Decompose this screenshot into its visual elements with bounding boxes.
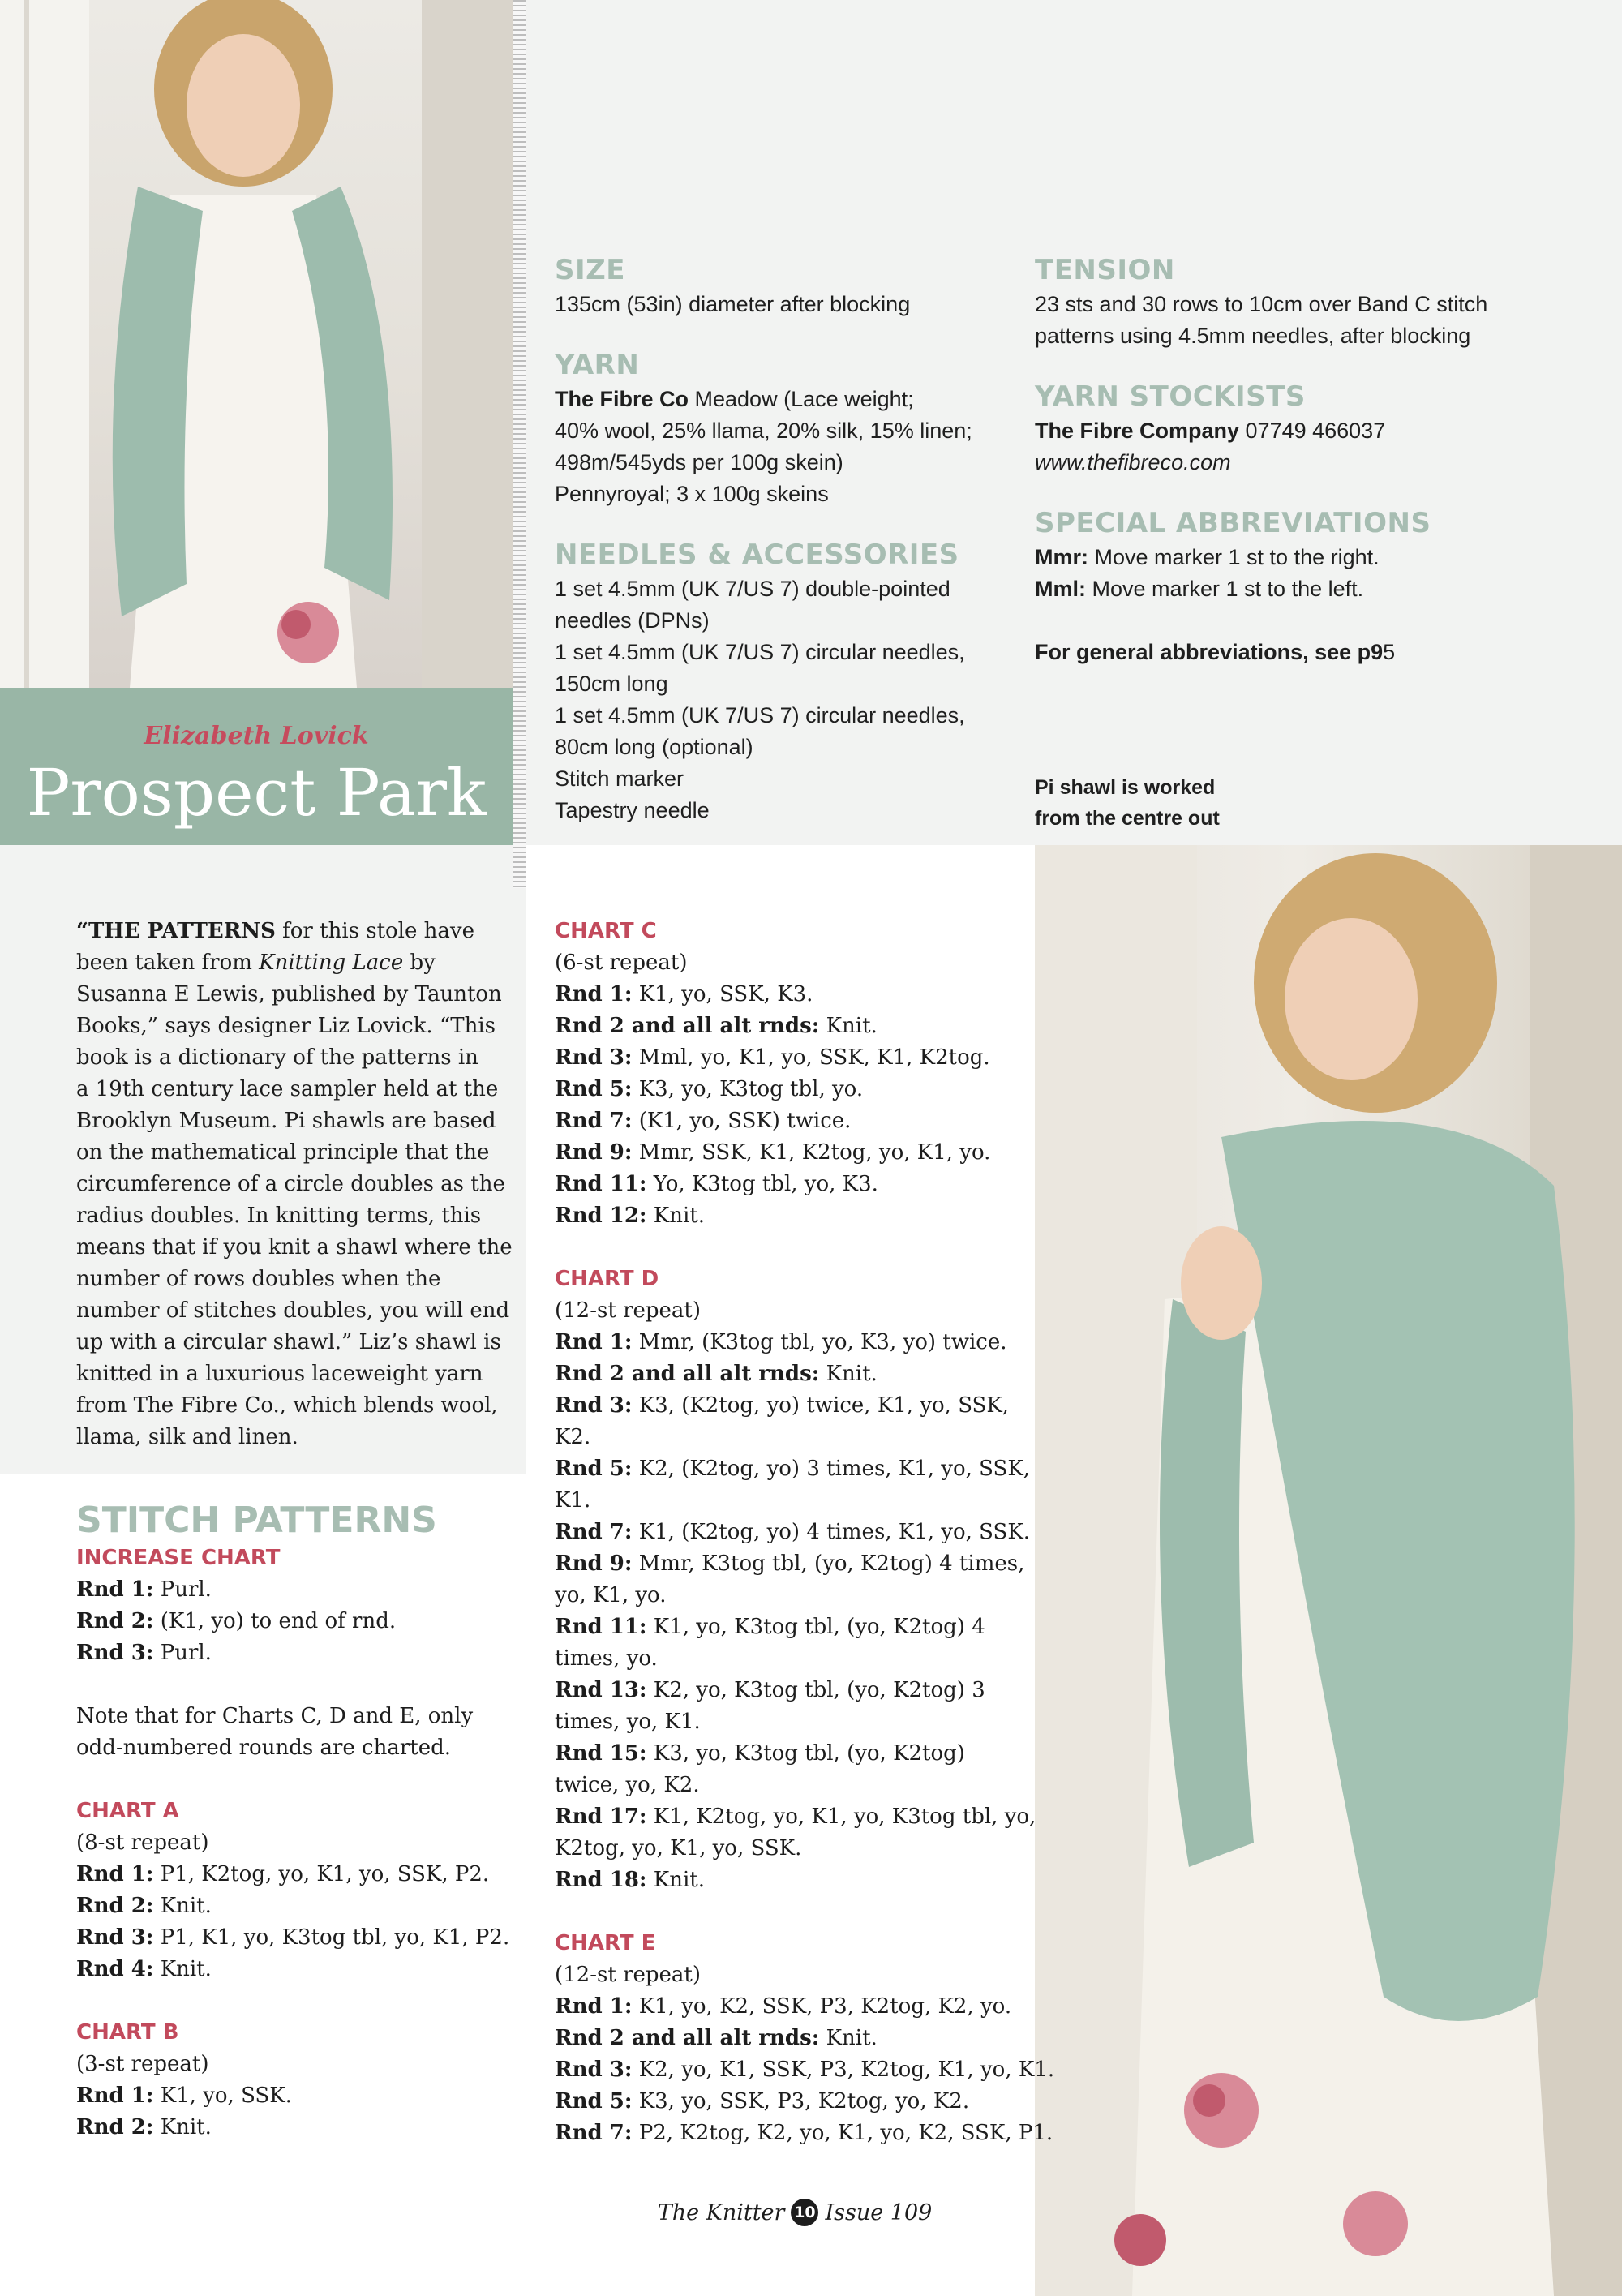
round-label: Rnd 1: (76, 1862, 154, 1886)
round-label: Rnd 5: (555, 1457, 633, 1481)
page-number: 10 (791, 2199, 818, 2226)
round-label: Rnd 2: (76, 1609, 154, 1633)
abbreviation-text: Move marker 1 st to the left. (1086, 577, 1364, 601)
chart-d-title: CHART D (555, 1267, 659, 1291)
general-abbreviations-bold: For general abbreviations, see p9 (1035, 640, 1384, 664)
round-instruction (555, 1801, 1036, 1833)
round-instruction (76, 1922, 514, 1954)
needles-line: Tapestry needle (555, 798, 710, 822)
chart-c-repeat: (6-st repeat) (555, 951, 688, 975)
intro-line: means that if you knit a shawl where the (76, 1235, 513, 1260)
round-text: K1, yo, K3tog tbl, (yo, K2tog) 4 (646, 1615, 985, 1639)
round-text: Mmr, K3tog tbl, (yo, K2tog) 4 times, (632, 1551, 1025, 1576)
round-label: Rnd 3: (555, 2058, 633, 2082)
round-text: Mmr, SSK, K1, K2tog, yo, K1, yo. (632, 1140, 991, 1165)
needles-line: needles (DPNs) (555, 608, 710, 633)
round-text: Knit. (819, 1362, 878, 1386)
round-text: Knit. (153, 1894, 212, 1918)
book-title: Knitting Lace (259, 951, 404, 975)
intro-line-2: been taken from Knitting Lace by (76, 951, 436, 975)
round-instruction (555, 2086, 1019, 2118)
round-label: Rnd 9: (555, 1551, 633, 1576)
round-instruction (76, 1859, 514, 1890)
round-text: K1, yo, K2, SSK, P3, K2tog, K2, yo. (632, 1994, 1012, 2019)
needles-line: Stitch marker (555, 766, 684, 791)
needles-line: 80cm long (optional) (555, 735, 753, 759)
tension-line: patterns using 4.5mm needles, after blocking (1035, 324, 1471, 348)
round-instruction (76, 1954, 514, 1985)
round-label: Rnd 3: (555, 1045, 633, 1070)
yarn-heading: YARN (555, 349, 640, 381)
round-text: Knit. (646, 1204, 705, 1228)
round-label: Rnd 11: (555, 1615, 647, 1639)
round-label: Rnd 2 and all alt rnds: (555, 2026, 820, 2050)
chart-e-title: CHART E (555, 1931, 656, 1955)
round-text-continued: K2. (555, 1425, 591, 1449)
yarn-brand: The Fibre Co (555, 387, 689, 411)
round-label: Rnd 1: (555, 1994, 633, 2019)
round-label: Rnd 12: (555, 1204, 647, 1228)
round-text: K2, yo, K1, SSK, P3, K2tog, K1, yo, K1. (632, 2058, 1055, 2082)
round-instruction (76, 2080, 514, 2112)
round-text: K3, yo, SSK, P3, K2tog, yo, K2. (632, 2089, 970, 2114)
stockist-phone: 07749 466037 (1239, 418, 1386, 443)
round-text: Yo, K3tog tbl, yo, K3. (646, 1172, 878, 1196)
intro-line-1: “THE PATTERNS for this stole have (76, 919, 474, 943)
round-label: Rnd 1: (555, 982, 633, 1006)
round-text: (K1, yo, SSK) twice. (632, 1109, 852, 1133)
round-text: K3, yo, K3tog tbl, (yo, K2tog) (646, 1741, 965, 1766)
round-label: Rnd 17: (555, 1805, 647, 1829)
round-instruction (76, 1606, 514, 1637)
chart-d-rows (555, 1327, 1036, 1896)
round-instruction (555, 1390, 1019, 1422)
round-label: Rnd 1: (555, 1330, 633, 1354)
intro-text (76, 916, 514, 1453)
round-text: K2, yo, K3tog tbl, (yo, K2tog) 3 (646, 1678, 985, 1702)
magazine-name: The Knitter (657, 2199, 785, 2225)
abbreviation-mmr (1035, 542, 1586, 573)
chart-e-rows (555, 1991, 1055, 2149)
general-abbreviations-note (1035, 637, 1586, 668)
round-instruction (555, 1074, 1019, 1105)
round-instruction (555, 1169, 1019, 1200)
issue-number: Issue 109 (825, 2199, 933, 2225)
needles-heading: NEEDLES & ACCESSORIES (555, 539, 959, 571)
info-left-column (555, 251, 1009, 826)
chart-note: Note that for Charts C, D and E, only (76, 1704, 474, 1728)
round-text: P2, K2tog, K2, yo, K1, yo, K2, SSK, P1. (632, 2121, 1053, 2145)
round-instruction (555, 1453, 1031, 1485)
pattern-title: Prospect Park (26, 755, 487, 830)
round-label: Rnd 9: (555, 1140, 633, 1165)
intro-line: Books,” says designer Liz Lovick. “This (76, 1014, 496, 1038)
round-text: Knit. (819, 2026, 878, 2050)
round-instruction (555, 1200, 1019, 1232)
needles-line: 1 set 4.5mm (UK 7/US 7) circular needles, (555, 640, 965, 664)
model-photo-right (1035, 845, 1622, 2296)
round-text: K2, (K2tog, yo) 3 times, K1, yo, SSK, (632, 1457, 1031, 1481)
intro-line: Brooklyn Museum. Pi shawls are based (76, 1109, 496, 1133)
stockist-line (1035, 415, 1586, 447)
round-text: K3, yo, K3tog tbl, yo. (632, 1077, 864, 1101)
model-photo-top (0, 0, 513, 688)
tension-line: 23 sts and 30 rows to 10cm over Band C stitch (1035, 292, 1488, 316)
round-label: Rnd 2 and all alt rnds: (555, 1014, 820, 1038)
round-text: Knit. (153, 2115, 212, 2139)
round-instruction (555, 1611, 1019, 1643)
needles-line: 1 set 4.5mm (UK 7/US 7) circular needles, (555, 703, 965, 727)
round-instruction (555, 1105, 1019, 1137)
round-label: Rnd 3: (76, 1641, 154, 1665)
title-block (0, 688, 513, 845)
size-line: 135cm (53in) diameter after blocking (555, 292, 911, 316)
round-text: K1, (K2tog, yo) 4 times, K1, yo, SSK. (632, 1520, 1031, 1544)
spine-binding (513, 0, 526, 888)
round-label: Rnd 5: (555, 2089, 633, 2114)
round-label: Rnd 1: (76, 2084, 154, 2108)
abbreviations-heading: SPECIAL ABBREVIATIONS (1035, 507, 1431, 539)
stockist-company: The Fibre Company (1035, 418, 1240, 443)
intro-line: llama, silk and linen. (76, 1425, 298, 1449)
abbreviation-mml (1035, 573, 1586, 605)
intro-line: Susanna E Lewis, published by Taunton (76, 982, 502, 1006)
chart-d-repeat: (12-st repeat) (555, 1298, 702, 1323)
chart-note: odd-numbered rounds are charted. (76, 1736, 452, 1760)
round-instruction (555, 1675, 1019, 1706)
round-text-continued: times, yo. (555, 1646, 658, 1671)
round-instruction (555, 1327, 1019, 1358)
round-instruction (555, 2023, 1019, 2054)
needles-line: 150cm long (555, 672, 668, 696)
round-instruction (76, 1637, 514, 1669)
round-instruction (555, 1517, 1031, 1548)
abbreviation-text: Move marker 1 st to the right. (1088, 545, 1380, 569)
needles-line: 1 set 4.5mm (UK 7/US 7) double-pointed (555, 577, 950, 601)
yarn-line-1-rest: Meadow (Lace weight; (689, 387, 914, 411)
intro-line: number of rows doubles when the (76, 1267, 441, 1291)
stitch-patterns-heading: STITCH PATTERNS (76, 1500, 437, 1541)
round-label: Rnd 2: (76, 2115, 154, 2139)
stockist-web-link[interactable]: www.thefibreco.com (1035, 450, 1231, 474)
round-text: Knit. (819, 1014, 878, 1038)
round-text: K3, (K2tog, yo) twice, K1, yo, SSK, (632, 1393, 1010, 1418)
round-label: Rnd 7: (555, 1109, 633, 1133)
designer-name: Elizabeth Lovick (144, 722, 369, 750)
round-text: K1, yo, SSK. (153, 2084, 292, 2108)
round-label: Rnd 11: (555, 1172, 647, 1196)
round-instruction (555, 1865, 1019, 1896)
round-instruction (555, 1042, 1019, 1074)
intro-line: knitted in a luxurious laceweight yarn (76, 1362, 483, 1386)
round-instruction (555, 979, 1019, 1011)
round-text: P1, K2tog, yo, K1, yo, SSK, P2. (153, 1862, 490, 1886)
intro-line: up with a circular shawl.” Liz’s shawl is (76, 1330, 501, 1354)
round-text: K1, K2tog, yo, K1, yo, K3tog tbl, yo, (646, 1805, 1036, 1829)
round-text-continued: K1. (555, 1488, 591, 1513)
photo-caption (1035, 772, 1359, 834)
yarn-line-3: 498m/545yds per 100g skein) (555, 450, 843, 474)
intro-line: book is a dictionary of the patterns in (76, 1045, 478, 1070)
round-text: Knit. (153, 1957, 212, 1981)
round-text: Purl. (153, 1641, 212, 1665)
stitch-patterns-column-1 (76, 1499, 514, 2144)
round-instruction (555, 1991, 1019, 2023)
chart-b-repeat: (3-st repeat) (76, 2052, 209, 2076)
chart-c-rows (555, 979, 1019, 1232)
general-abbreviations-page: 5 (1383, 640, 1396, 664)
model-photo-top-illustration (0, 0, 513, 688)
yarn-line-4: Pennyroyal; 3 x 100g skeins (555, 482, 829, 506)
round-instruction (555, 1548, 1025, 1580)
round-text-continued: times, yo, K1. (555, 1710, 701, 1734)
chart-e-repeat: (12-st repeat) (555, 1963, 702, 1987)
round-label: Rnd 1: (76, 1577, 154, 1602)
round-instruction (555, 1137, 1019, 1169)
round-instruction (555, 2118, 1053, 2149)
round-text: P1, K1, yo, K3tog tbl, yo, K1, P2. (153, 1925, 510, 1950)
chart-a-title: CHART A (76, 1799, 179, 1823)
intro-line: circumference of a circle doubles as the (76, 1172, 505, 1196)
round-label: Rnd 15: (555, 1741, 647, 1766)
round-label: Rnd 7: (555, 1520, 633, 1544)
round-text: Mml, yo, K1, yo, SSK, K1, K2tog. (632, 1045, 990, 1070)
chart-a-repeat: (8-st repeat) (76, 1830, 209, 1855)
intro-line: from The Fibre Co., which blends wool, (76, 1393, 498, 1418)
round-text: K1, yo, SSK, K3. (632, 982, 813, 1006)
stitch-patterns-column-2 (555, 916, 1055, 2149)
round-instruction (76, 1574, 514, 1606)
round-text-continued: K2tog, yo, K1, yo, SSK. (555, 1836, 802, 1860)
intro-line: radius doubles. In knitting terms, this (76, 1204, 482, 1228)
info-right-column (1035, 251, 1586, 668)
yarn-line-1 (555, 384, 1009, 415)
stockists-heading: YARN STOCKISTS (1035, 380, 1306, 413)
chart-b-title: CHART B (76, 2020, 179, 2045)
page-footer (633, 2195, 957, 2230)
round-instruction (555, 1738, 1019, 1770)
abbreviation-term: Mml: (1035, 577, 1086, 601)
round-label: Rnd 7: (555, 2121, 633, 2145)
size-heading: SIZE (555, 254, 626, 286)
round-instruction (555, 1011, 1019, 1042)
round-instruction (555, 2054, 1055, 2086)
round-text: (K1, yo) to end of rnd. (153, 1609, 397, 1633)
caption-line: from the centre out (1035, 807, 1220, 830)
round-text: Mmr, (K3tog tbl, yo, K3, yo) twice. (632, 1330, 1007, 1354)
round-label: Rnd 3: (555, 1393, 633, 1418)
round-label: Rnd 13: (555, 1678, 647, 1702)
round-instruction (76, 1890, 514, 1922)
round-text-continued: twice, yo, K2. (555, 1773, 700, 1797)
round-label: Rnd 4: (76, 1957, 154, 1981)
round-instruction (555, 1358, 1019, 1390)
round-label: Rnd 2: (76, 1894, 154, 1918)
round-label: Rnd 18: (555, 1868, 647, 1892)
increase-chart-title: INCREASE CHART (76, 1546, 281, 1570)
round-label: Rnd 5: (555, 1077, 633, 1101)
round-instruction (76, 2112, 514, 2144)
round-text: Purl. (153, 1577, 212, 1602)
model-photo-right-illustration (1035, 845, 1622, 2296)
tension-heading: TENSION (1035, 254, 1175, 286)
round-label: Rnd 3: (76, 1925, 154, 1950)
intro-lead: “THE PATTERNS (76, 919, 276, 943)
round-label: Rnd 2 and all alt rnds: (555, 1362, 820, 1386)
caption-line: Pi shawl is worked (1035, 776, 1216, 799)
yarn-line-2: 40% wool, 25% llama, 20% silk, 15% linen; (555, 418, 972, 443)
round-text-continued: yo, K1, yo. (555, 1583, 667, 1607)
chart-c-title: CHART C (555, 919, 657, 943)
abbreviation-term: Mmr: (1035, 545, 1088, 569)
intro-line: number of stitches doubles, you will end (76, 1298, 510, 1323)
round-text: Knit. (646, 1868, 705, 1892)
intro-line: a 19th century lace sampler held at the (76, 1077, 499, 1101)
intro-line: on the mathematical principle that the (76, 1140, 490, 1165)
